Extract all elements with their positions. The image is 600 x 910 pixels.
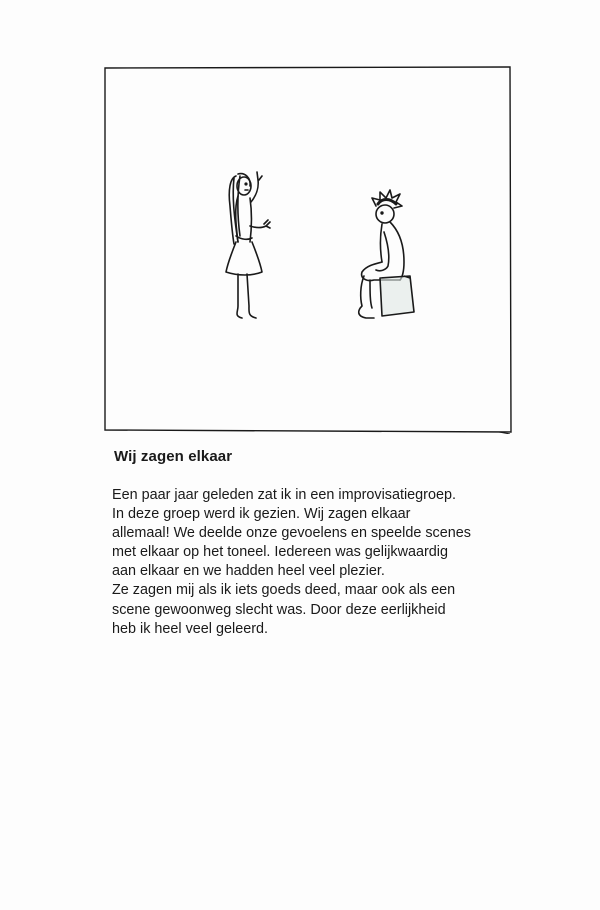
paragraph-line: Ze zagen mij als ik iets goeds deed, maar ook als een (112, 582, 456, 599)
girl-eye (245, 183, 247, 185)
girl-legs (237, 274, 256, 318)
paragraph-line: Een paar jaar geleden zat ik in een improvisatiegroep. (112, 487, 456, 503)
illustration-drawing (104, 66, 512, 434)
drawing-border (105, 67, 511, 432)
girl-side-arm (250, 220, 270, 228)
paragraph-line: allemaal! We deelde onze gevoelens en speelde scenes (112, 525, 471, 542)
illustration-frame (104, 66, 512, 434)
girl-skirt (226, 242, 262, 275)
paragraph-line: In deze groep werd ik gezien. Wij zagen elkaar (112, 506, 411, 523)
boy-back (390, 222, 404, 280)
paragraph-line: met elkaar op het toneel. Iedereen was gelijkwaardig (112, 544, 448, 561)
seat-box-shape (380, 276, 414, 316)
girl-figure (226, 172, 270, 318)
boy-head (376, 205, 394, 223)
story-paragraph (112, 486, 512, 639)
story-title: Wij zagen elkaar (114, 448, 233, 465)
seat-box (380, 276, 414, 316)
boy-eye (381, 212, 383, 214)
paragraph-line: aan elkaar en we hadden heel veel plezier. (112, 563, 385, 580)
boy-hair-fill (378, 200, 396, 205)
paragraph-line: heb ik heel veel geleerd. (112, 620, 269, 637)
paragraph-line: scene gewoonweg slecht was. Door deze eerlijkheid (112, 601, 446, 618)
boy-arm (376, 232, 389, 271)
boy-legs (359, 276, 374, 318)
boy-chest (381, 224, 383, 262)
girl-raised-arm (251, 172, 262, 202)
